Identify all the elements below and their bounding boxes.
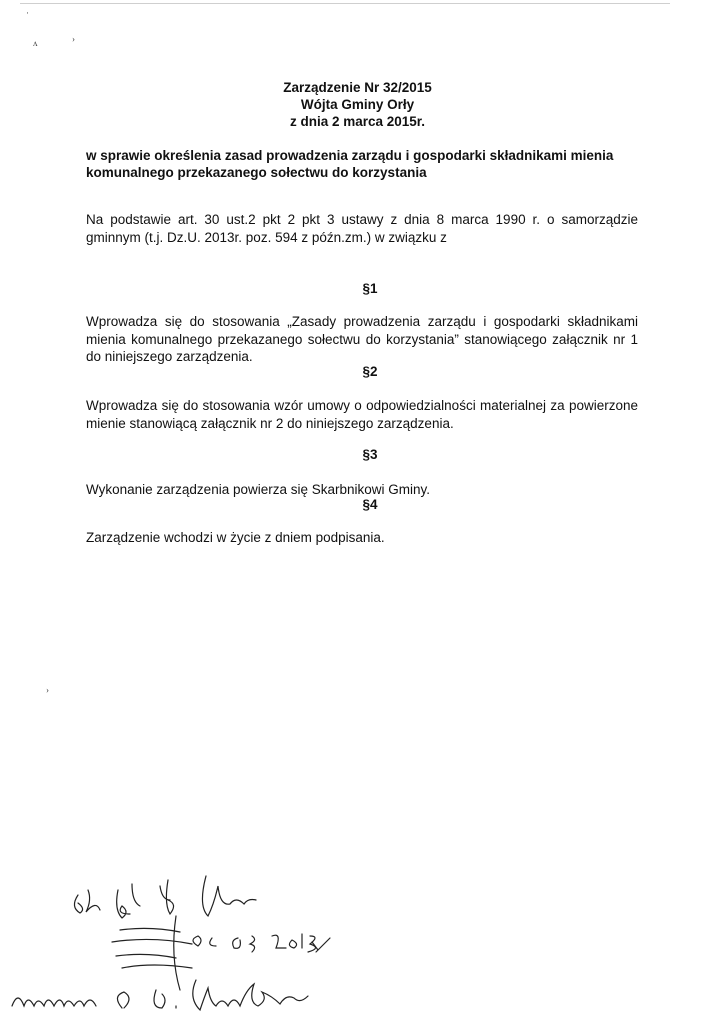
document-header: [0, 79, 715, 130]
scan-edge-line: [20, 3, 670, 4]
section-1-text: Wprowadza się do stosowania „Zasady prowadzenia zarządu i gospodarki składnikami mienia komunalnego przekazanego sołectwu do korzystania” stanowiącego załącznik nr 1 do niniejszego zarządzenia.: [86, 314, 638, 364]
section-3-mark: §3: [362, 447, 378, 462]
section-3-text: Wykonanie zarządzenia powierza się Skarbnikowi Gminy.: [86, 482, 431, 497]
scan-speck: ʌ: [33, 38, 38, 48]
section-2-mark: §2: [362, 364, 378, 379]
section-2-text: Wprowadza się do stosowania wzór umowy o odpowiedzialności materialnej za powierzone mienie stanowiącą załącznik nr 2 do niniejszego zarządzenia.: [86, 398, 638, 431]
scan-speck: ›: [46, 685, 49, 695]
order-number: Zarządzenie Nr 32/2015: [283, 80, 432, 95]
section-4-mark: §4: [362, 497, 378, 512]
scan-speck: ·: [26, 8, 29, 18]
section-4-text: Zarządzenie wchodzi w życie z dniem podpisania.: [86, 530, 385, 545]
order-date: z dnia 2 marca 2015r.: [289, 114, 426, 129]
section-1-mark: §1: [362, 281, 378, 296]
legal-basis: Na podstawie art. 30 ust.2 pkt 2 pkt 3 ustawy z dnia 8 marca 1990 r. o samorządzie gminnym (t.j. Dz.U. 2013r. poz. 594 z późn.zm.) w związku z: [86, 212, 638, 245]
scan-speck: ›: [72, 34, 75, 44]
document-subject: w sprawie określenia zasad prowadzenia zarządu i gospodarki składnikami mienia komunalnego przekazanego sołectwu do korzystania: [86, 148, 614, 180]
handwritten-signature-stamp: [0, 850, 715, 1024]
issuer: Wójta Gminy Orły: [300, 97, 415, 112]
